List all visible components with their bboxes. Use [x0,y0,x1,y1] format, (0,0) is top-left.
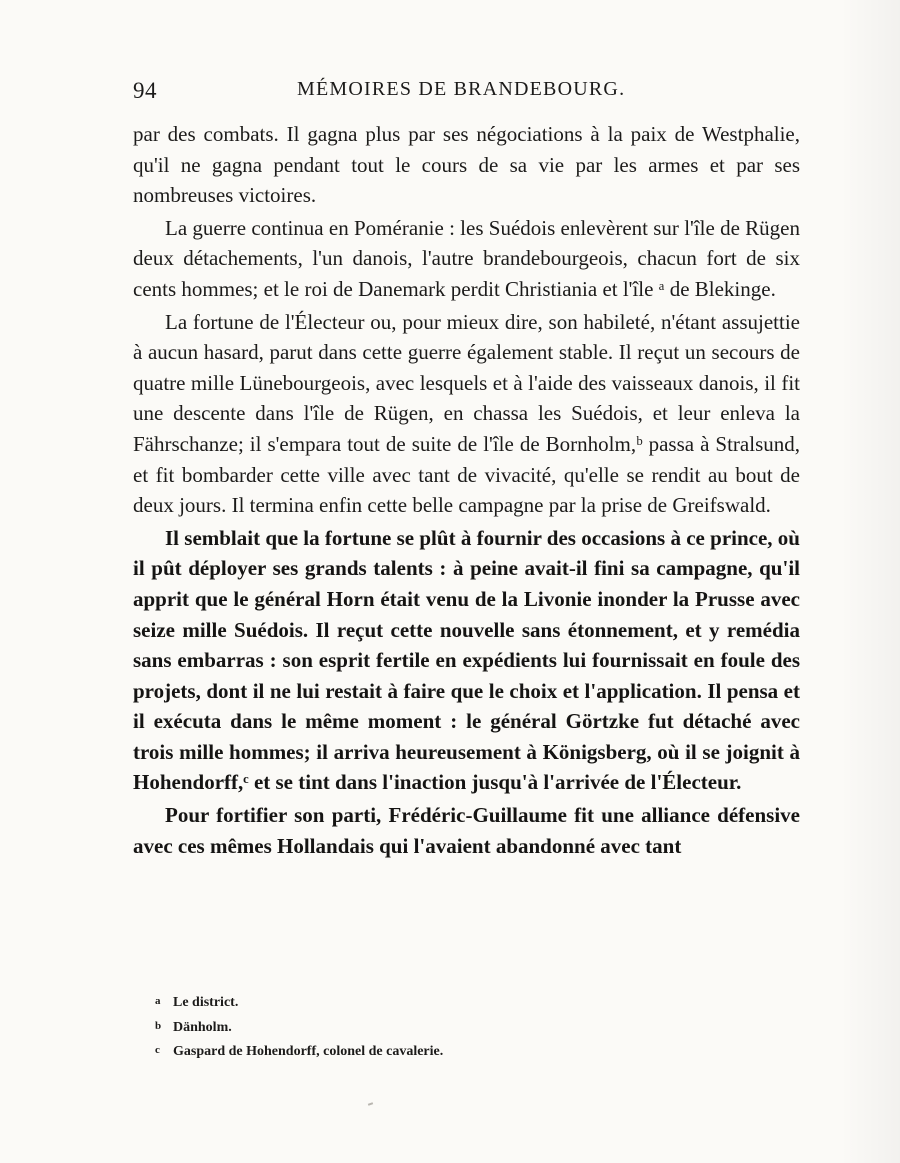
paragraph-2: La guerre continua en Poméranie : les Suédois enlevèrent sur l'île de Rügen deux détachements, l'un danois, l'autre brandebourgeois, chacun fort de six cents hommes; et le roi de Danemark perdit Christiania et l'île ᵃ de Blekinge. [133,215,800,301]
page-header [133,76,800,106]
page-gutter-shadow [840,0,900,1163]
paragraph-1: par des combats. Il gagna plus par ses négociations à la paix de Westphalie, qu'il ne gagna pendant tout le cours de sa vie par les armes et par ses nombreuses victoires. [133,122,800,208]
page-number: 94 [133,78,157,103]
footnote-c [155,1039,755,1064]
footnote-text: Gaspard de Hohendorff, colonel de cavalerie. [173,1044,444,1059]
footnotes [155,990,755,1064]
body-text [133,119,800,861]
paragraph-5: Pour fortifier son parti, Frédéric-Guillaume fit une alliance défensive avec ces mêmes Hollandais qui l'avaient abandonné avec tant [133,803,800,858]
footnote-text: Le district. [173,995,239,1010]
paragraph-4: Il semblait que la fortune se plût à fournir des occasions à ce prince, où il pût déployer ses grands talents : à peine avait-il fini sa campagne, qu'il apprit que le général Horn était venu de la Livonie inonder la Prusse avec seize mille Suédois. Il reçut cette nouvelle sans étonnement, et y remédia sans embarras : son esprit fertile en expédients lui fournissait en foule des projets, dont il ne lui restait à faire que le choix et l'application. Il pensa et il exécuta dans le même moment : le général Görtzke fut détaché avec trois mille hommes; il arriva heureusement à Königsberg, où il se joignit à Hohendorff,ᶜ et se tint dans l'inaction jusqu'à l'arrivée de l'Électeur. [133,525,800,795]
running-title: MÉMOIRES DE BRANDEBOURG. [297,78,626,100]
paragraph-3: La fortune de l'Électeur ou, pour mieux dire, son habileté, n'étant assujettie à aucun hasard, parut dans cette guerre également stable. Il reçut un secours de quatre mille Lünebourgeois, avec lesquels et à l'aide des vaisseaux danois, il fit une descente dans l'île de Rügen, en chassa les Suédois, et leur enleva la Fährschanze; il s'empara tout de suite de l'île de Bornholm,ᵇ passa à Stralsund, et fit bombarder cette ville avec tant de vivacité, qu'elle se rendit au bout de deux jours. Il termina enfin cette belle campagne par la prise de Greifswald. [133,309,800,518]
footnote-mark: b [155,1019,162,1032]
footnote-text: Dänholm. [173,1019,232,1035]
footnote-a [155,990,755,1015]
footnote-b [155,1015,755,1040]
paper-speck [368,1102,373,1106]
footnote-mark: a [155,995,161,1007]
footnote-mark: c [155,1044,160,1056]
